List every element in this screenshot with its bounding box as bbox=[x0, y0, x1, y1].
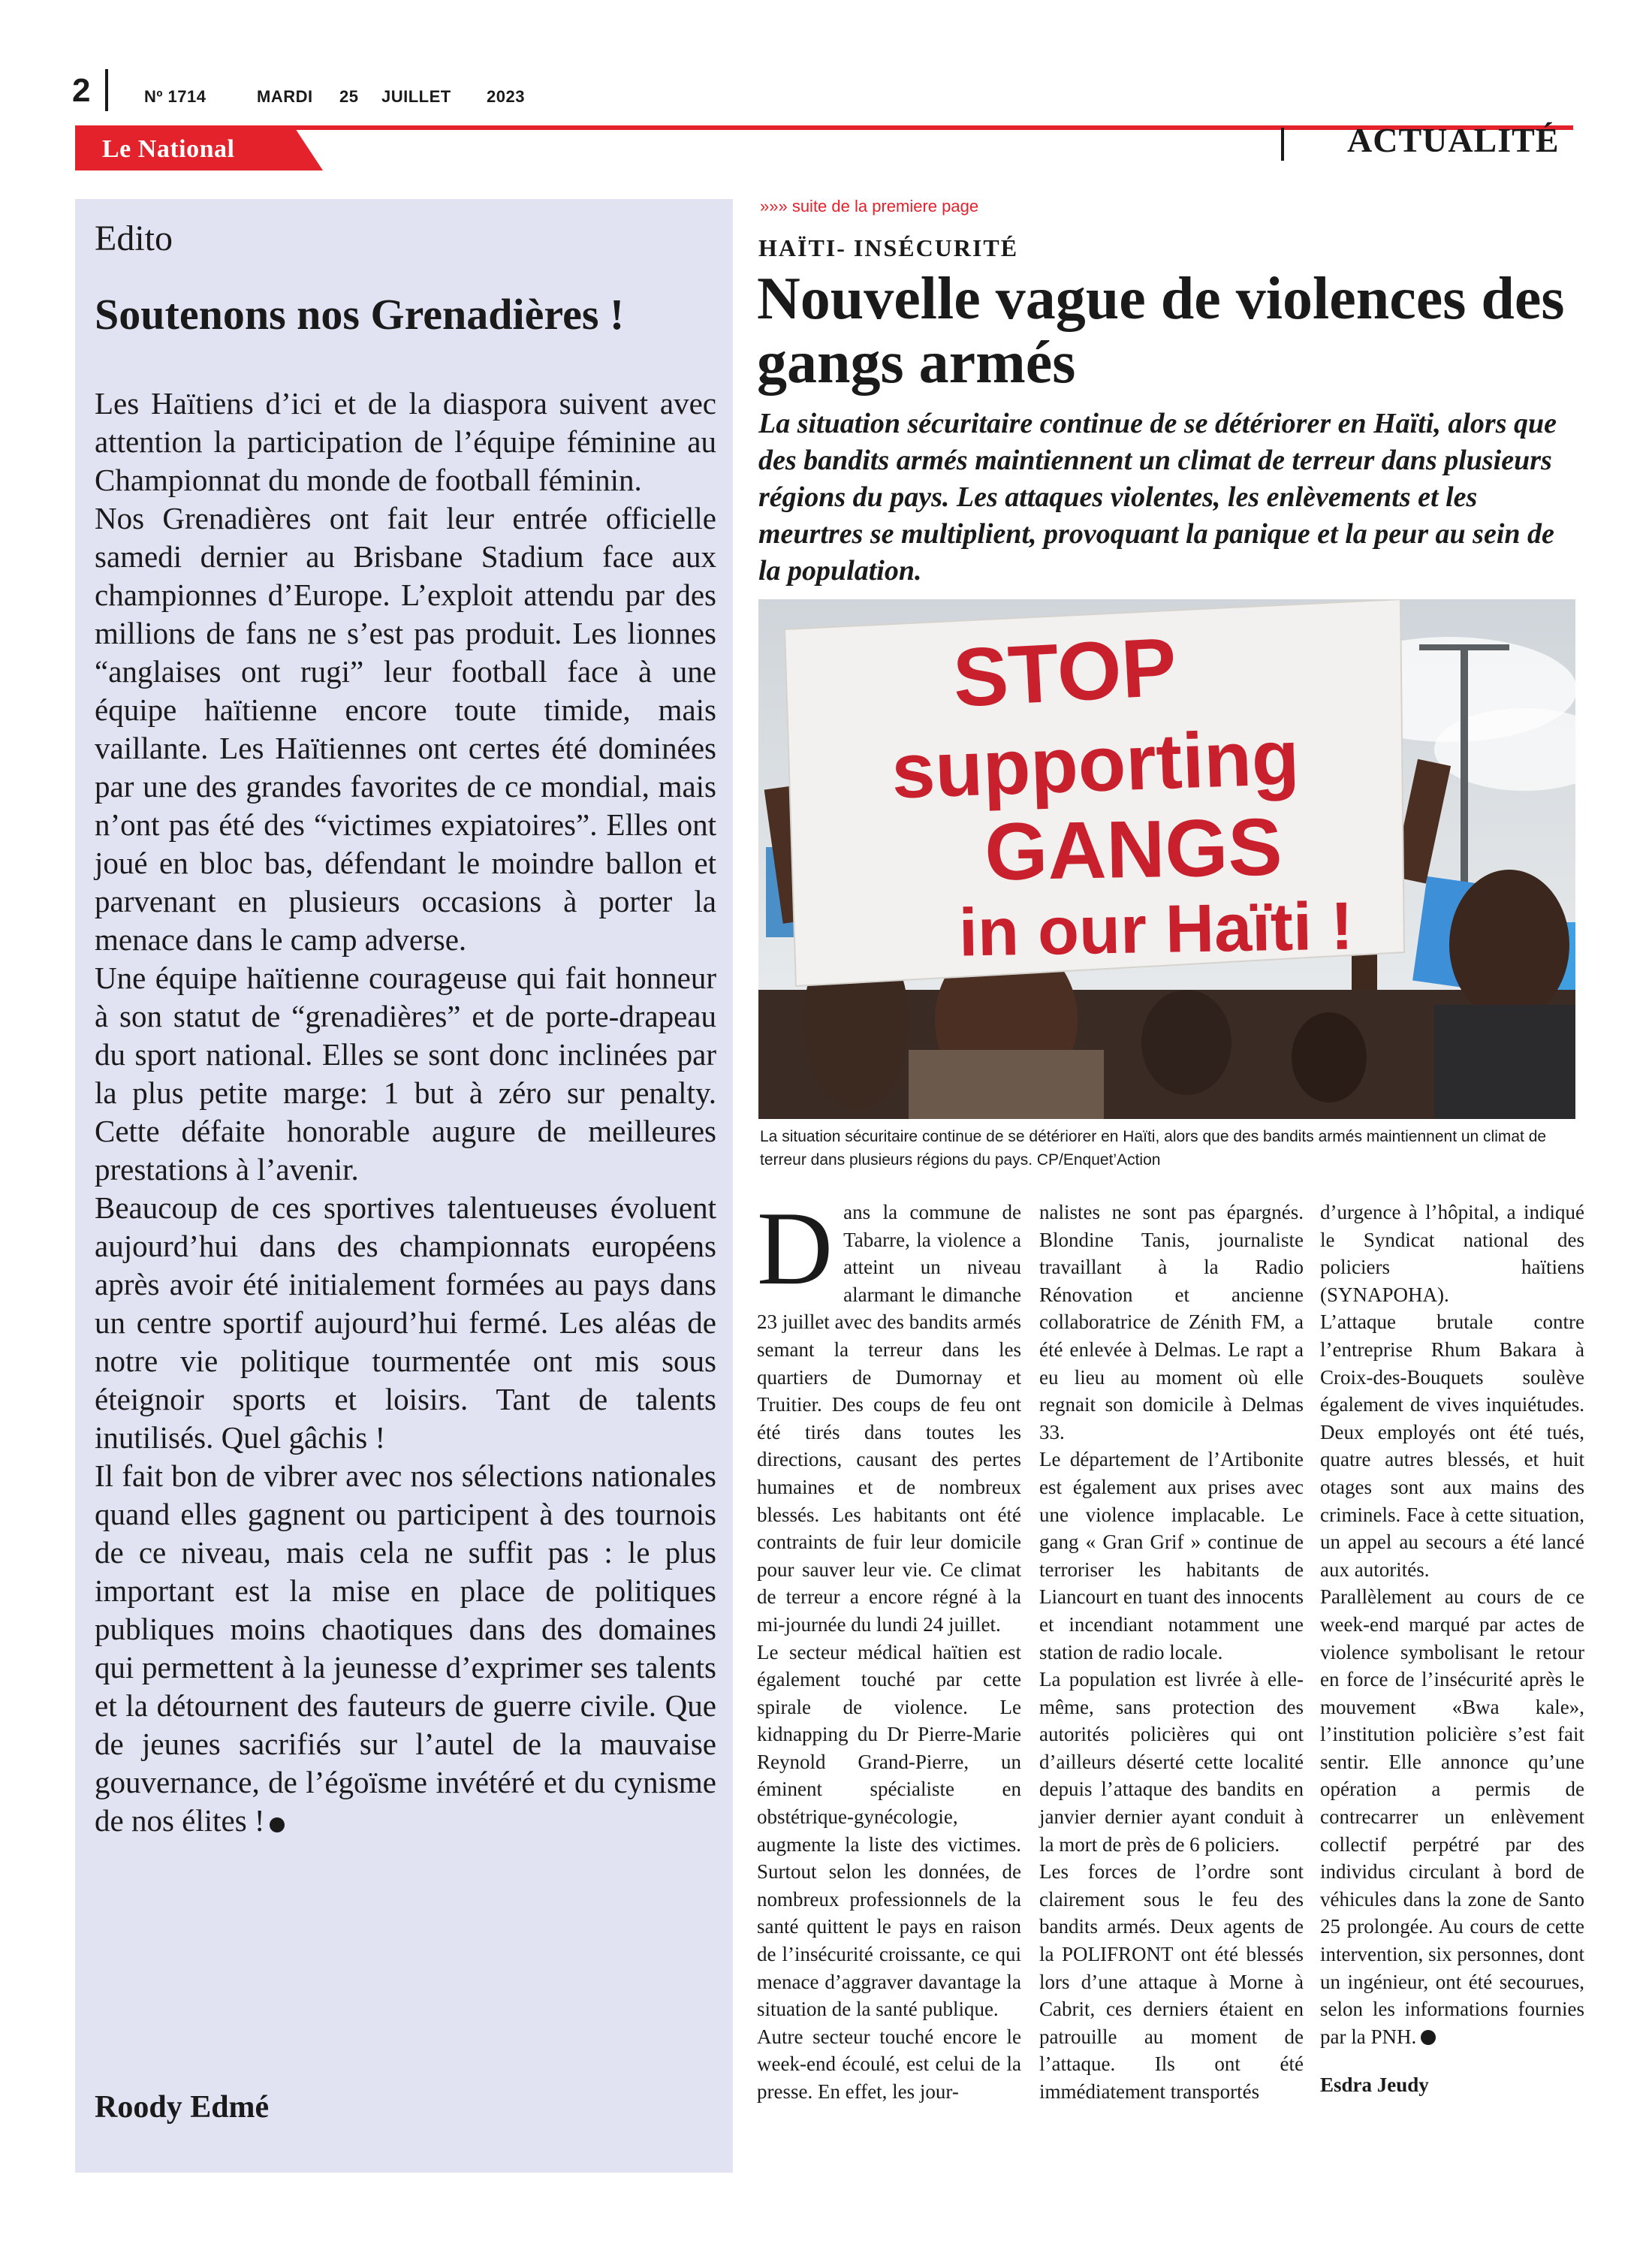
issue-weekday: MARDI bbox=[257, 87, 313, 106]
editorial-paragraph: Nos Grenadières ont fait leur entrée officielle samedi dernier au Brisbane Stadium face aux championnes d’Europe. L’exploit attendu par des millions de fans ne s’est pas produit. Les lionnes “anglaises ont rugi” leur football face à une équipe haïtienne encore toute timide, mais vaillante. Les Haïtiennes ont certes été dominées par une des grandes favorites de ce mondial, mais n’ont pas été des “victimes expiatoires”. Elles ont joué en bloc bas, défendant le moindre ballon et parvenant en plusieurs occasions à porter la menace dans le camp adverse. bbox=[95, 501, 716, 957]
article-author: Esdra Jeudy bbox=[1320, 2074, 1429, 2097]
article-paragraph: d’urgence à l’hôpital, a indiqué le Syndicat national des policiers haïtiens (SYNAPOHA). bbox=[1320, 1201, 1584, 1306]
editorial-body bbox=[95, 385, 716, 1840]
protest-photo bbox=[758, 599, 1575, 1119]
article-column-2 bbox=[1039, 1199, 1304, 2106]
editorial-paragraph: Les Haïtiens d’ici et de la diaspora suivent avec attention la participation de l’équipe féminine au Championnat du monde de football féminin. bbox=[95, 386, 716, 497]
end-mark-icon bbox=[1421, 2030, 1436, 2045]
page-number: 2 bbox=[72, 72, 91, 109]
article-paragraph-text: Parallèlement au cours de ce week-end marqué par actes de violence symbolisant le retour en force de l’insécurité après le mouvement «Bwa kale», l’institution policière s’est fait sentir. Elle annonce qu’une opération a permis de contrecarrer un enlèvement collectif perpétré par des individus circulant à bord de véhicules dans la zone de Santo 25 prolongée. Au cours de cette intervention, six personnes, dont un ingénieur, ont été secourues, selon les informations fournies par la PNH. bbox=[1320, 1585, 1584, 2048]
editorial-paragraph-text: Il fait bon de vibrer avec nos sélections nationales quand elles gagnent ou participent à des tournois de ce niveau, mais cela ne suffit pas : le plus important est la mise en place de politiques publiques moins chaotiques dans des domaines qui permettent à la jeunesse d’exprimer ses talents et la détournent des fauteurs de guerre civile. Que de jeunes sacrifiés sur l’autel de la mauvaise gouvernance, de l’égoïsme invétéré et du cynisme de nos élites ! bbox=[95, 1458, 716, 1838]
article-paragraph bbox=[757, 1190, 1021, 1639]
article-paragraph: Autre secteur touché encore le week-end écoulé, est celui de la presse. En effet, les jour- bbox=[757, 2025, 1021, 2103]
editorial-title: Soutenons nos Grenadières ! bbox=[95, 290, 625, 339]
photo-caption: La situation sécuritaire continue de se détériorer en Haïti, alors que des bandits armés maintiennent un climat de terreur dans plusieurs régions du pays. CP/Enquet’Action bbox=[760, 1128, 1547, 1169]
article-column-1 bbox=[757, 1190, 1021, 2106]
editorial-author: Roody Edmé bbox=[95, 2090, 270, 2125]
sign-line-2: supporting bbox=[890, 713, 1301, 816]
article-paragraph: Le département de l’Artibonite est également aux prises avec une violence implacable. Le gang « Gran Grif » continue de terroriser les habitants de Liancourt en tuant des innocents et incendiant notamment une station de radio locale. bbox=[1039, 1448, 1304, 1663]
protest-photo-illustration bbox=[758, 599, 1575, 1119]
issue-month: JUILLET bbox=[381, 87, 451, 106]
article-paragraph: La population est livrée à elle-même, sans protection des autorités policières qui ont d’ailleurs déserté cette localité depuis l’attaque des bandits en janvier dernier ayant conduit à la mort de près de 6 policiers. bbox=[1039, 1668, 1304, 1856]
issue-year: 2023 bbox=[487, 87, 525, 106]
editorial-paragraph: Une équipe haïtienne courageuse qui fait honneur à son statut de “grenadières” et de porte-drapeau du sport national. Elles se sont donc inclinées par la plus petite marge: 1 but à zéro sur penalty. Cette défaite honorable augure de meilleures prestations à l’avenir. bbox=[95, 961, 716, 1187]
editorial-paragraph-last bbox=[95, 1457, 716, 1840]
sign-line-3: GANGS bbox=[984, 801, 1283, 897]
issue-date-day: 25 bbox=[339, 87, 359, 106]
article-lead: La situation sécuritaire continue de se détériorer en Haïti, alors que des bandits armés maintiennent un climat de terreur dans plusieurs régions du pays. Les attaques violentes, les enlèvements et les meurtres se multiplient, provoquant la panique et la peur au sein de la population. bbox=[758, 408, 1557, 587]
article-paragraph: nalistes ne sont pas épargnés. Blondine Tanis, journaliste travaillant à la Radio Rénovation et ancienne collaboratrice de Zénith FM, a été enlevée à Delmas. Le rapt a eu lieu au moment où elle regnait son domicile à Delmas 33. bbox=[1039, 1201, 1304, 1443]
article-kicker: HAÏTI- INSÉCURITÉ bbox=[758, 234, 1019, 261]
issue-number: Nº 1714 bbox=[144, 87, 206, 106]
article-paragraph: Le secteur médical haïtien est également touché par cette spirale de violence. Le kidnapping du Dr Pierre-Marie Reynold Grand-Pierre, un éminent spécialiste en obstétrique-gynécologie, augmente la liste des victimes. Surtout selon les données, de nombreux professionnels de la santé quittent le pays en raison de l’insécurité croissante, ce qui menace d’aggraver davantage la situation de la santé publique. bbox=[757, 1640, 1021, 2021]
article-paragraph: L’attaque brutale contre l’entreprise Rhum Bakara à Croix-des-Bouquets soulève également de vives inquiétudes. Deux employés ont été tués, quatre autres blessés, et huit otages sont aux mains des criminels. Face à cette situation, un appel au secours a été lancé aux autorités. bbox=[1320, 1310, 1584, 1581]
sign-line-1: STOP bbox=[951, 620, 1179, 725]
brand-logo: Le National bbox=[102, 135, 235, 163]
article-paragraph: Les forces de l’ordre sont clairement sous le feu des bandits armés. Deux agents de la POLIFRONT ont été blessés lors d’une attaque à Morne à Cabrit, ces derniers étaient en patrouille au moment de l’attaque. Ils ont été immédiatement transportés bbox=[1039, 1860, 1304, 2103]
article-headline: Nouvelle vague de violences des gangs armés bbox=[757, 266, 1565, 396]
end-mark-icon bbox=[270, 1817, 285, 1832]
continued-from-label: »»» suite de la premiere page bbox=[760, 197, 979, 216]
section-title: ACTUALITÉ bbox=[1347, 121, 1560, 159]
sign-line-4: in our Haïti ! bbox=[958, 888, 1354, 971]
editorial-label: Edito bbox=[95, 219, 173, 258]
editorial-paragraph: Beaucoup de ces sportives talentueuses évoluent aujourd’hui dans des championnats européens après avoir été initialement formées au pays dans un centre sportif aujourd’hui fermé. Les aléas de notre vie politique tourmentée ont mis sous éteignoir sports et loisirs. Tant de talents inutilisés. Quel gâchis ! bbox=[95, 1190, 716, 1455]
page-number-divider bbox=[105, 69, 108, 111]
drop-cap: D bbox=[757, 1190, 834, 1307]
article-paragraph-text: ans la commune de Tabarre, la violence a atteint un niveau alarmant le dimanche 23 juillet avec des bandits armés semant la terreur dans les quartiers de Dumornay et Truitier. Des coups de feu ont été tirés dans toutes les directions, causant des pertes humaines et de nombreux blessés. Les habitants ont été contraints de fuir leur domicile pour sauver leur vie. Ce climat de terreur a encore régné à la mi-journée du lundi 24 juillet. bbox=[757, 1201, 1021, 1636]
article-paragraph-last bbox=[1320, 1583, 1584, 2050]
section-divider bbox=[1281, 128, 1284, 161]
article-column-3 bbox=[1320, 1199, 1584, 2099]
